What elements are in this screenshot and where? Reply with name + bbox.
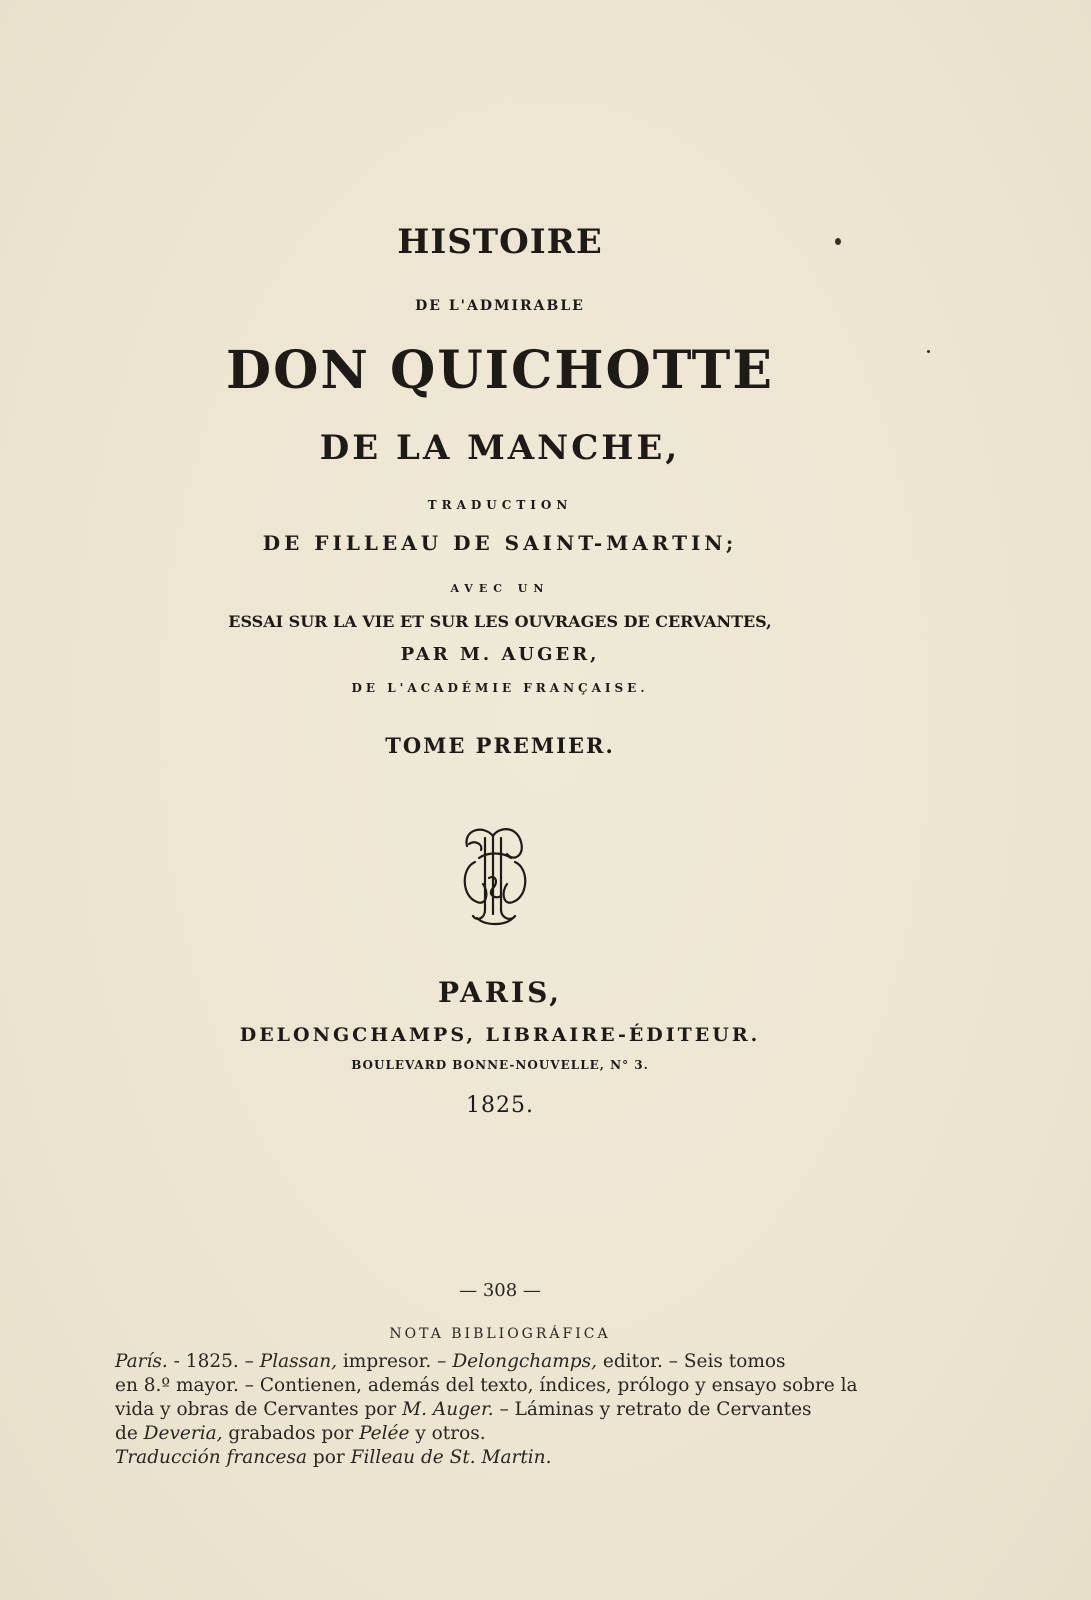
nota-line: Traducción francesa por Filleau de St. Martin. <box>115 1447 552 1468</box>
imprint-city: PARIS, <box>437 976 563 1009</box>
nota-line: París. - 1825. – Plassan, impresor. – Delongchamps, editor. – Seis tomos <box>115 1351 786 1372</box>
avec-un-label: AVEC UN <box>450 582 550 595</box>
title-histoire: HISTOIRE <box>397 222 603 262</box>
nota-line: vida y obras de Cervantes por M. Auger. – Láminas y retrato de Cervantes <box>115 1399 812 1420</box>
nota-line: en 8.º mayor. – Contienen, además del texto, índices, prólogo y ensayo sobre la <box>115 1375 858 1396</box>
ink-speck <box>927 350 930 353</box>
nota-heading: NOTA BIBLIOGRÁFICA <box>389 1326 611 1342</box>
volume-label: TOME PREMIER. <box>385 733 615 758</box>
author-line: PAR M. AUGER, <box>400 644 600 665</box>
nota-line: de Deveria, grabados por Pelée y otros. <box>115 1423 486 1444</box>
essai-line: ESSAI SUR LA VIE ET SUR LES OUVRAGES DE CERVANTES, <box>228 612 772 631</box>
ink-speck <box>835 238 841 245</box>
publisher-monogram-icon <box>455 818 535 928</box>
imprint-publisher: DELONGCHAMPS, LIBRAIRE-ÉDITEUR. <box>239 1024 761 1046</box>
translator-name: DE FILLEAU DE SAINT-MARTIN; <box>262 531 738 555</box>
traduction-label: TRADUCTION <box>427 498 573 512</box>
nota-body <box>115 1350 875 1470</box>
title-don-quichotte: DON QUICHOTTE <box>226 340 774 401</box>
academie-line: DE L'ACADÉMIE FRANÇAISE. <box>351 681 649 695</box>
title-de-admirable: DE L'ADMIRABLE <box>415 298 585 314</box>
title-de-la-manche: DE LA MANCHE, <box>319 428 681 468</box>
imprint-address: BOULEVARD BONNE-NOUVELLE, N° 3. <box>351 1058 649 1072</box>
page-number: — 308 — <box>459 1280 541 1301</box>
imprint-year: 1825. <box>466 1093 534 1118</box>
